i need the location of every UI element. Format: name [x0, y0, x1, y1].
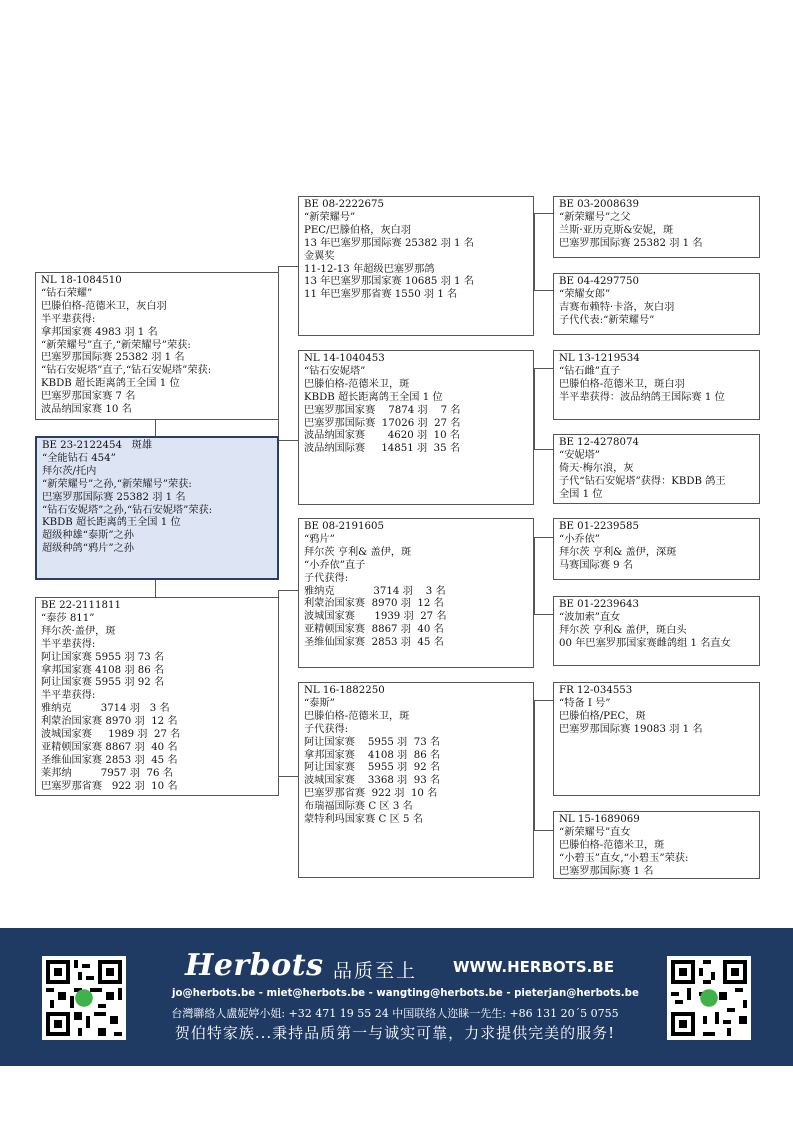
sds-line: NL 13-1219534 — [559, 353, 640, 364]
sire-dam-box — [298, 350, 534, 505]
dam-dam-line: 拿邦国家赛 4108 羽 86 名 — [304, 749, 441, 761]
dam-line: “泰莎 811” — [41, 612, 95, 624]
slogan-text: 品质至上 — [333, 960, 418, 982]
sire-line: 巴滕伯格-范德米卫，灰白羽 — [41, 300, 167, 312]
sire-dam-line: 波品纳国际赛 14851 羽 35 名 — [304, 443, 461, 455]
ddd-line: “新荣耀号”直女 — [559, 826, 631, 838]
sdd-line: 全国 1 位 — [559, 488, 603, 500]
dam-sire-line: BE 08-2191605 — [304, 521, 384, 532]
sire-sire-line: BE 08-2222675 — [304, 199, 384, 210]
sire-line: 拿邦国家赛 4983 羽 1 名 — [41, 326, 158, 338]
sdd-line: 倚天·梅尔浪，灰 — [559, 462, 634, 474]
dam-line: 雅纳克 3714 羽 3 名 — [41, 703, 170, 715]
ssd-box — [553, 273, 760, 335]
subject-line: “新荣耀号”之孙,“新荣耀号”荣获: — [42, 478, 192, 490]
sss-line: “新荣耀号”之父 — [559, 211, 631, 223]
sire-dam-line: 巴滕伯格-范德米卫，斑 — [304, 378, 410, 390]
subject-line: “全能钻石 454” — [42, 452, 116, 464]
dam-dam-line: 巴滕伯格-范德米卫，斑 — [304, 710, 410, 722]
dam-line: 半平辈获得: — [41, 638, 96, 650]
dam-dam-line: 阿让国家赛 5955 羽 92 名 — [304, 762, 441, 774]
connector-line — [534, 368, 535, 449]
sire-dam-line: “钻石安妮塔” — [304, 365, 366, 377]
connector-line — [534, 213, 535, 290]
sire-dam-line: NL 14-1040453 — [304, 353, 385, 364]
sire-line: “新荣耀号”直子,“新荣耀号”荣获: — [41, 339, 191, 351]
sire-line: 巴塞罗那国际赛 25382 羽 1 名 — [41, 352, 185, 364]
subject-line: 超级种鸽“鸦片”之孙 — [42, 543, 134, 555]
connector-line — [534, 830, 553, 831]
dam-dam-line: “泰斯” — [304, 697, 335, 709]
ssd-line: 子代代表:“新荣耀号” — [559, 314, 655, 326]
connector-line — [534, 537, 535, 614]
connector-line — [278, 590, 298, 591]
dam-sire-line: 利蒙治国家赛 8970 羽 12 名 — [304, 598, 444, 610]
connector-line — [534, 614, 553, 615]
herbots-logo: Herbots — [185, 948, 324, 983]
brand-row — [185, 950, 615, 984]
sdd-line: BE 12-4278074 — [559, 437, 639, 448]
sire-dam-line: 波品纳国家赛 4620 羽 10 名 — [304, 430, 461, 442]
dam-line: 利蒙治国家赛 8970 羽 12 名 — [41, 716, 178, 728]
dam-dam-line: 布瑞福国际赛 C 区 3 名 — [304, 801, 413, 813]
connector-line — [534, 449, 553, 450]
dss-line: BE 01-2239585 — [559, 521, 639, 532]
sire-sire-line: 11 年巴塞罗那省赛 1550 羽 1 名 — [304, 289, 458, 301]
dam-line: 拜尔茨·盖伊，斑 — [41, 625, 116, 637]
sss-line: 兰斯·亚历克斯&安妮，斑 — [559, 224, 674, 236]
contact-numbers: 台灣聯絡人盧妮婷小姐: +32 471 19 55 24 中国联络人迩睐一先生: +86 131 20´5 0755 — [171, 1007, 619, 1020]
sire-sire-line: 13 年巴塞罗那国家赛 10685 羽 1 名 — [304, 276, 474, 288]
sire-box — [35, 272, 279, 420]
ddd-line: 巴滕伯格-范德米卫，斑 — [559, 839, 665, 851]
connector-line — [534, 537, 553, 538]
sss-line: 巴塞罗那国际赛 25382 羽 1 名 — [559, 237, 703, 249]
connector-line — [534, 368, 553, 369]
dss-line: 拜尔茨 亨利& 盖伊，深斑 — [559, 546, 677, 558]
ddd-line: “小碧玉”直女,“小碧玉”荣获: — [559, 852, 689, 864]
connector-line — [534, 700, 535, 830]
subject-line: 巴塞罗那国际赛 25382 羽 1 名 — [42, 491, 186, 503]
dam-sire-line: 亚精顿国家赛 8867 羽 40 名 — [304, 624, 444, 636]
subject-line: 超级种雄“泰斯”之孙 — [42, 530, 134, 542]
sdd-line: 子代“钻石安妮塔”获得：KBDB 鸽王 — [559, 475, 726, 487]
ddd-line: 巴塞罗那国际赛 1 名 — [559, 865, 654, 877]
email-addresses[interactable]: jo@herbots.be - miet@herbots.be - wangting@herbots.be - pieterjan@herbots.be — [172, 988, 639, 999]
connector-line — [534, 290, 553, 291]
subject-line: BE 23-2122454 斑雄 — [42, 440, 153, 451]
sire-sire-line: PEC/巴滕伯格，灰白羽 — [304, 224, 412, 236]
dsd-line: 拜尔茨 亨利& 盖伊，斑白头 — [559, 624, 687, 636]
footer-banner — [0, 928, 793, 1066]
dam-line: 圣维仙国家赛 2853 羽 45 名 — [41, 754, 178, 766]
sire-dam-line: 巴塞罗那国际赛 17026 羽 27 名 — [304, 417, 461, 429]
sss-line: BE 03-2008639 — [559, 199, 639, 210]
dam-line: 亚精顿国家赛 8867 羽 40 名 — [41, 741, 178, 753]
dam-sire-line: “鸦片” — [304, 533, 335, 545]
sire-dam-line: KBDB 超长距离鸽王全国 1 位 — [304, 391, 443, 403]
dam-sire-line: 雅纳克 3714 羽 3 名 — [304, 585, 446, 597]
dam-sire-box — [298, 518, 534, 668]
dam-dam-box — [298, 682, 534, 878]
dam-dam-line: 蒙特利玛国家赛 C 区 5 名 — [304, 814, 423, 826]
dds-box — [553, 682, 760, 796]
dam-sire-line: “小乔依”直子 — [304, 559, 366, 571]
dam-line: 莱邦纳 7957 羽 76 名 — [41, 767, 173, 779]
ddd-box — [553, 811, 760, 879]
subject-line: 拜尔茨/托内 — [42, 465, 97, 477]
dam-line: 半平辈获得: — [41, 690, 96, 702]
sire-sire-box — [298, 196, 534, 336]
sire-sire-line: “新荣耀号” — [304, 211, 356, 223]
sire-sire-line: 13 年巴塞罗那国际赛 25382 羽 1 名 — [304, 237, 474, 249]
dam-line: BE 22-2111811 — [41, 600, 121, 611]
ssd-line: “荣耀女郎” — [559, 288, 611, 300]
dsd-line: “波加索”直女 — [559, 611, 621, 623]
dam-box — [35, 597, 279, 796]
sire-line: 半平辈获得: — [41, 313, 96, 325]
ssd-line: 吉赛布赖特·卡洛，灰白羽 — [559, 301, 675, 313]
dam-dam-line: 子代获得: — [304, 723, 349, 735]
dsd-line: 00 年巴塞罗那国家赛雌鸽组 1 名直女 — [559, 637, 731, 649]
dss-line: “小乔依” — [559, 533, 600, 545]
dam-sire-line: 波城国家赛 1939 羽 27 名 — [304, 611, 447, 623]
dam-line: 拿邦国家赛 4108 羽 86 名 — [41, 664, 165, 676]
dam-sire-line: 子代获得: — [304, 572, 349, 584]
connector-line — [278, 266, 298, 267]
connector-line — [278, 440, 298, 441]
qr-code-left-icon[interactable] — [42, 956, 126, 1040]
dam-line: 巴塞罗那省赛 922 羽 10 名 — [41, 780, 178, 792]
sire-sire-line: 金翼奖 — [304, 250, 335, 262]
dam-line: 阿让国家赛 5955 羽 92 名 — [41, 677, 165, 689]
connector-line — [155, 420, 156, 436]
sire-line: 波品纳国家赛 10 名 — [41, 404, 132, 416]
dds-line: “特备 I 号” — [559, 697, 611, 709]
connector-line — [155, 580, 156, 597]
dam-dam-line: 巴塞罗那省赛 922 羽 10 名 — [304, 788, 438, 800]
dam-line: 波城国家赛 1989 羽 27 名 — [41, 729, 181, 741]
ddd-line: NL 15-1689069 — [559, 814, 640, 825]
sds-box — [553, 350, 760, 420]
sire-line: KBDB 超长距离鸽王全国 1 位 — [41, 378, 180, 390]
dam-line: 阿让国家赛 5955 羽 73 名 — [41, 651, 165, 663]
sire-line: NL 18-1084510 — [41, 275, 122, 286]
motto-text: 贺伯特家族...秉持品质第一与诚实可靠，力求提供完美的服务! — [174, 1024, 616, 1042]
dam-sire-line: 拜尔茨 亨利& 盖伊，斑 — [304, 546, 412, 558]
dss-box — [553, 518, 760, 580]
connector-line — [534, 700, 553, 701]
ssd-line: BE 04-4297750 — [559, 276, 639, 287]
sds-line: 半平辈获得：波品纳鸽王国际赛 1 位 — [559, 391, 725, 403]
sss-box — [553, 196, 760, 258]
dam-dam-line: 阿让国家赛 5955 羽 73 名 — [304, 736, 441, 748]
sdd-box — [553, 434, 760, 504]
sdd-line: “安妮塔” — [559, 449, 600, 461]
dds-line: FR 12-034553 — [559, 685, 633, 696]
dam-sire-line: 圣维仙国家赛 2853 羽 45 名 — [304, 637, 444, 649]
connector-line — [278, 776, 298, 777]
dss-line: 马赛国际赛 9 名 — [559, 559, 634, 571]
website-link[interactable]: WWW.HERBOTS.BE — [453, 958, 615, 976]
dds-line: 巴滕伯格/PEC，斑 — [559, 710, 646, 722]
sire-line: “钻石荣耀” — [41, 287, 93, 299]
sire-dam-line: 巴塞罗那国家赛 7874 羽 7 名 — [304, 404, 461, 416]
sire-line: “钻石安妮塔”直子,“钻石安妮塔”荣获: — [41, 365, 212, 377]
connector-line — [534, 213, 553, 214]
qr-code-right-icon[interactable] — [667, 956, 751, 1040]
subject-line: “钻石安妮塔”之孙,“钻石安妮塔”荣获: — [42, 504, 213, 516]
dsd-box — [553, 596, 760, 666]
dam-dam-line: 波城国家赛 3368 羽 93 名 — [304, 775, 441, 787]
sire-sire-line: 11-12-13 年超级巴塞罗那鸽 — [304, 263, 435, 275]
dsd-line: BE 01-2239643 — [559, 599, 639, 610]
subject-box — [35, 436, 279, 580]
sds-line: “钻石雌”直子 — [559, 365, 621, 377]
subject-line: KBDB 超长距离鸽王全国 1 位 — [42, 517, 181, 529]
sire-line: 巴塞罗那国家赛 7 名 — [41, 391, 136, 403]
dam-dam-line: NL 16-1882250 — [304, 685, 385, 696]
dds-line: 巴塞罗那国际赛 19083 羽 1 名 — [559, 723, 703, 735]
sds-line: 巴滕伯格-范德米卫，斑白羽 — [559, 378, 685, 390]
